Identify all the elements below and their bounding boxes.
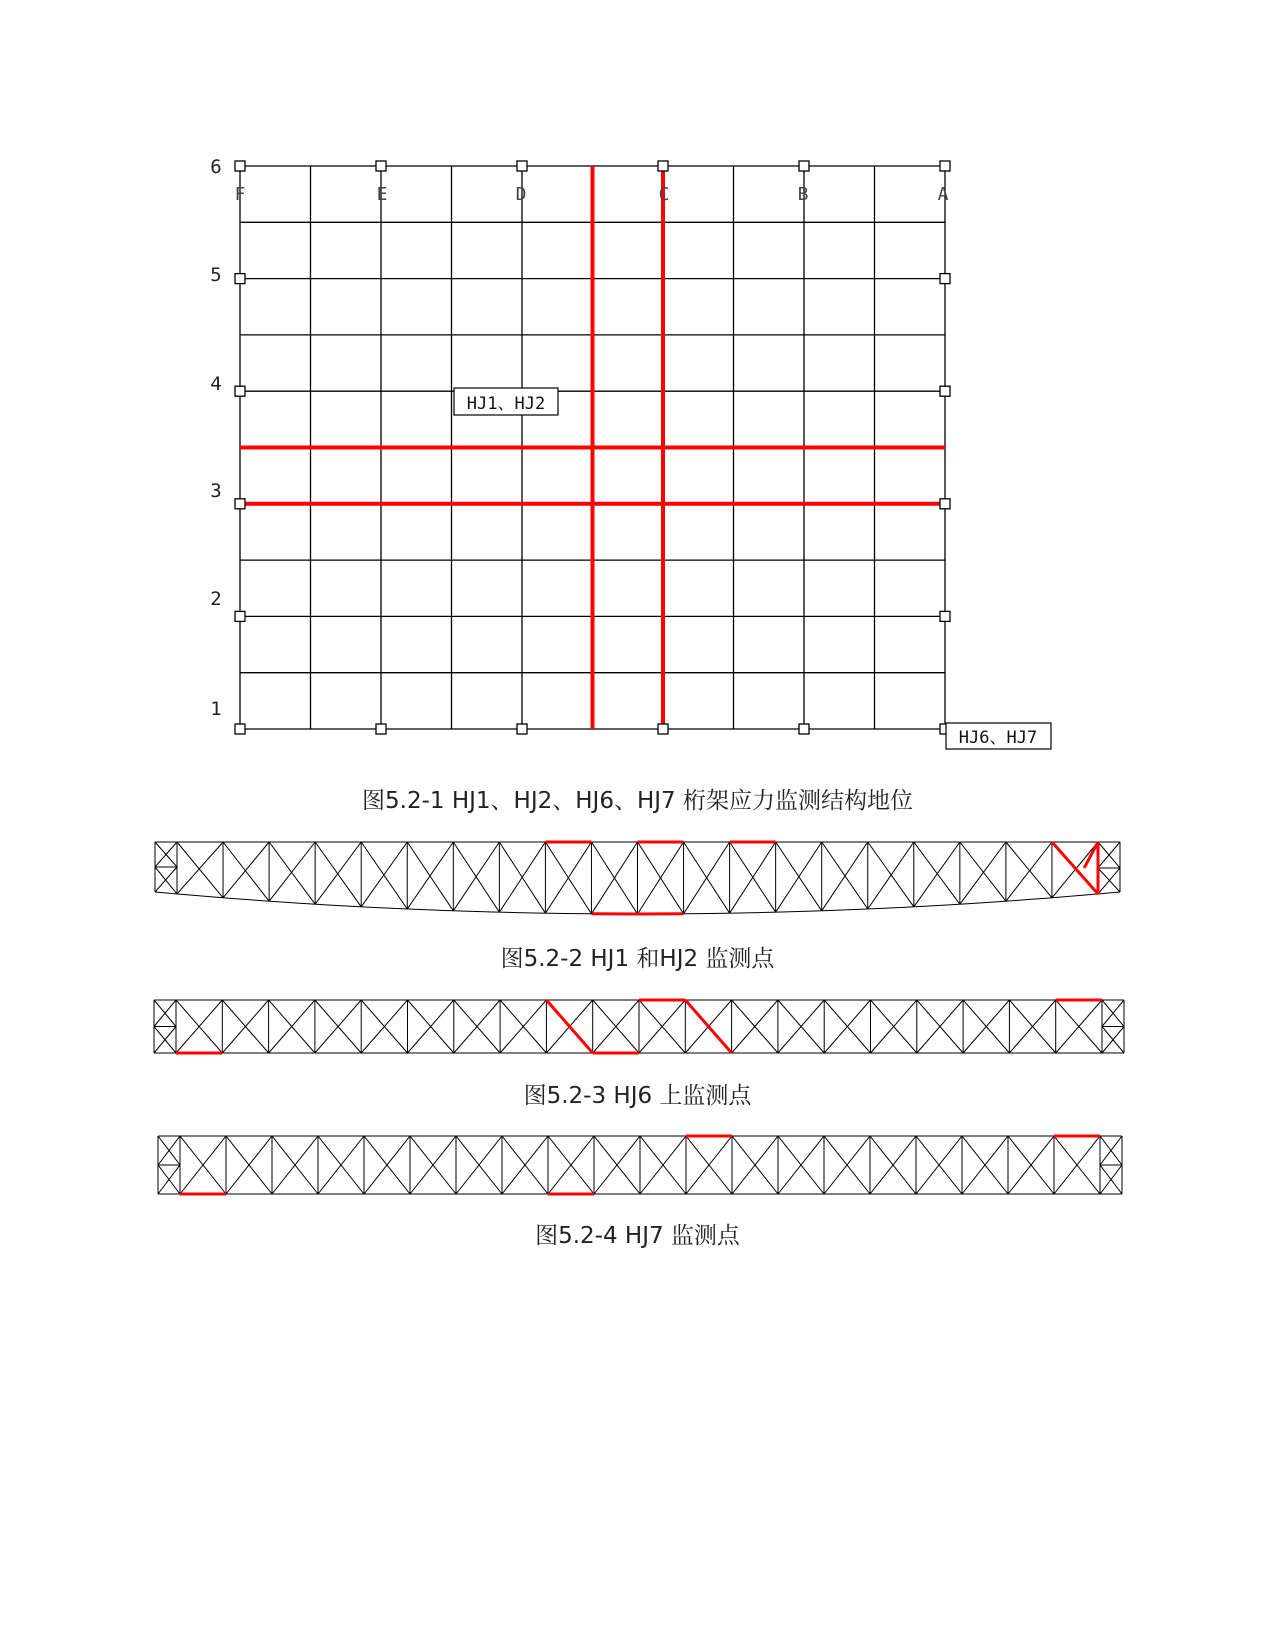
column-marker <box>940 386 950 396</box>
callout-hj6-hj7 <box>946 723 1051 749</box>
row-label-1: 1 <box>210 698 222 720</box>
col-label-d: D <box>515 184 527 205</box>
column-marker <box>940 499 950 509</box>
figure-caption-5-2-4: 图5.2-4 HJ7 监测点 <box>535 1223 740 1249</box>
column-marker <box>940 161 950 171</box>
truss-hj6 <box>154 1000 1124 1053</box>
row-label-4: 4 <box>210 373 222 395</box>
column-marker <box>940 611 950 621</box>
row-label-5: 5 <box>210 264 222 286</box>
col-label-e: E <box>376 184 388 205</box>
column-marker <box>235 499 245 509</box>
callout-hj1-hj2-text: HJ1、HJ2 <box>466 394 546 414</box>
col-label-f: F <box>234 184 246 205</box>
row-label-6: 6 <box>210 156 222 178</box>
column-marker <box>517 724 527 734</box>
col-label-c: C <box>658 184 670 205</box>
column-marker <box>235 161 245 171</box>
row-label-2: 2 <box>210 588 222 610</box>
figure-caption-5-2-3: 图5.2-3 HJ6 上监测点 <box>523 1083 752 1109</box>
column-marker <box>799 724 809 734</box>
figure-caption-5-2-2: 图5.2-2 HJ1 和HJ2 监测点 <box>500 946 775 972</box>
column-marker <box>940 274 950 284</box>
truss-hj7 <box>158 1136 1122 1194</box>
plan-row-labels <box>210 156 221 720</box>
plan-highlight-lines <box>240 166 945 729</box>
column-marker <box>799 161 809 171</box>
column-marker <box>235 611 245 621</box>
monitor-diagonal <box>1084 842 1098 868</box>
callout-hj6-hj7-text: HJ6、HJ7 <box>958 728 1038 748</box>
column-marker <box>235 274 245 284</box>
row-label-3: 3 <box>210 480 222 502</box>
column-marker <box>235 386 245 396</box>
column-marker <box>658 724 668 734</box>
column-marker <box>517 161 527 171</box>
col-label-a: A <box>937 184 949 205</box>
column-marker <box>658 161 668 171</box>
truss-hj1-hj2 <box>155 842 1120 914</box>
column-marker <box>376 724 386 734</box>
column-marker <box>376 161 386 171</box>
col-label-b: B <box>797 184 809 205</box>
column-marker <box>235 724 245 734</box>
callout-hj1-hj2 <box>454 388 558 415</box>
figure-caption-5-2-1: 图5.2-1 HJ1、HJ2、HJ6、HJ7 桁架应力监测结构地位 <box>362 788 913 814</box>
